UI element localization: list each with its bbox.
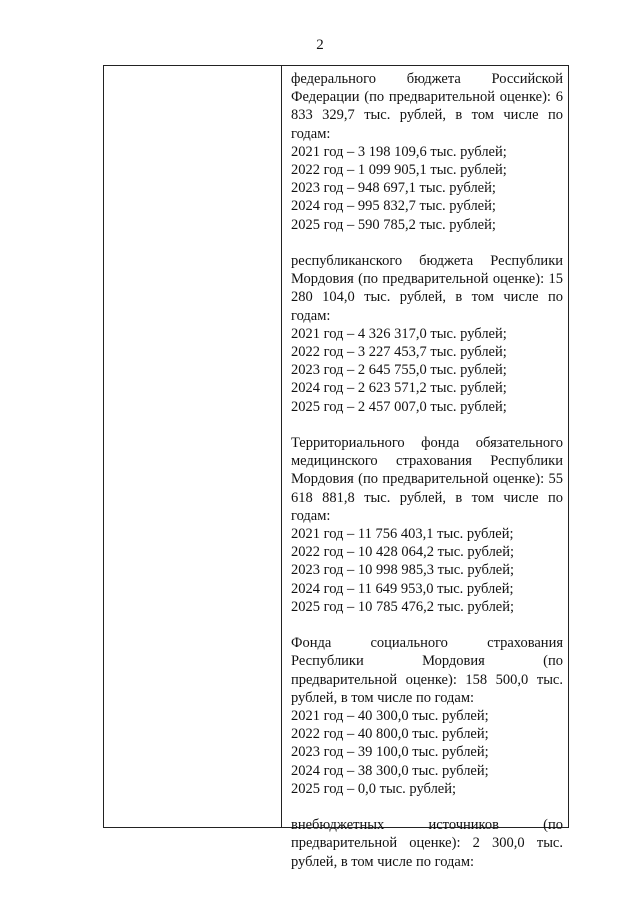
funding-table (103, 65, 569, 870)
year-line: 2022 год – 40 800,0 тыс. рублей; (291, 726, 489, 743)
year-line: 2021 год – 4 326 317,0 тыс. рублей; (291, 325, 507, 342)
year-line: 2023 год – 948 697,1 тыс. рублей; (291, 180, 496, 197)
table-left-cell (104, 66, 282, 827)
year-line: 2024 год – 38 300,0 тыс. рублей; (291, 762, 489, 779)
year-line: 2022 год – 10 428 064,2 тыс. рублей; (291, 544, 515, 561)
table-right-cell (282, 66, 568, 870)
year-line: 2025 год – 2 457 007,0 тыс. рублей; (291, 398, 507, 415)
year-line: 2025 год – 10 785 476,2 тыс. рублей; (291, 598, 515, 615)
year-line: 2025 год – 590 785,2 тыс. рублей; (291, 216, 496, 233)
year-line: 2023 год – 2 645 755,0 тыс. рублей; (291, 362, 507, 379)
year-line: 2022 год – 3 227 453,7 тыс. рублей; (291, 344, 507, 361)
year-line: 2021 год – 3 198 109,6 тыс. рублей; (291, 143, 507, 160)
year-line: 2023 год – 39 100,0 тыс. рублей; (291, 744, 489, 761)
section-intro: Фонда социального страхования Республики Мордовия (по предварительной оценке): 158 500,0 тыс. рублей, в том числе по годам: (291, 635, 563, 706)
year-line: 2022 год – 1 099 905,1 тыс. рублей; (291, 162, 507, 179)
year-line: 2024 год – 995 832,7 тыс. рублей; (291, 198, 496, 215)
section-federal-budget (291, 70, 563, 234)
year-line: 2021 год – 11 756 403,1 тыс. рублей; (291, 526, 514, 543)
section-intro: внебюджетных источников (по предварительной оценке): 2 300,0 тыс. рублей, в том числе по годам: (291, 817, 563, 870)
section-republican-budget (291, 252, 563, 416)
year-line: 2023 год – 10 998 985,3 тыс. рублей; (291, 562, 515, 579)
section-intro: республиканского бюджета Республики Мордовия (по предварительной оценке): 15 280 104,0 тыс. рублей, в том числе по годам: (291, 253, 563, 324)
section-extrabudgetary-sources (291, 816, 563, 871)
year-line: 2025 год – 0,0 тыс. рублей; (291, 780, 457, 797)
year-line: 2024 год – 11 649 953,0 тыс. рублей; (291, 580, 514, 597)
section-territorial-insurance-fund (291, 434, 563, 616)
page-number: 2 (316, 37, 324, 53)
section-intro: федерального бюджета Российской Федерации (по предварительной оценке): 6 833 329,7 тыс. рублей, в том числе по годам: (291, 71, 563, 142)
section-intro: Территориального фонда обязательного медицинского страхования Республики Мордовия (по предварительной оценке): 55 618 881,8 тыс. рублей, в том числе по годам: (291, 435, 563, 524)
year-line: 2024 год – 2 623 571,2 тыс. рублей; (291, 380, 507, 397)
year-line: 2021 год – 40 300,0 тыс. рублей; (291, 708, 489, 725)
section-social-insurance-fund (291, 634, 563, 798)
